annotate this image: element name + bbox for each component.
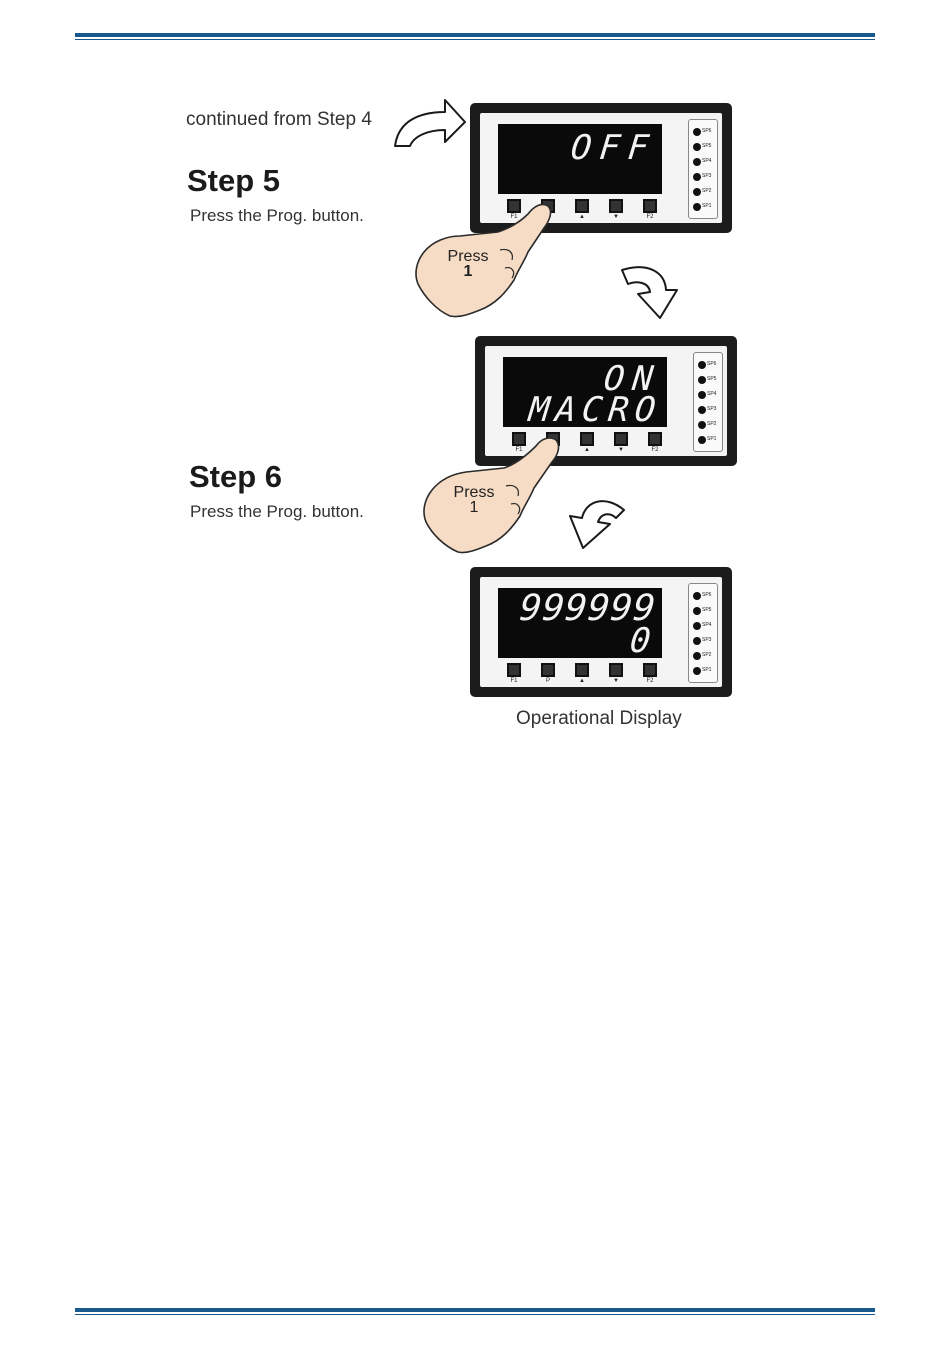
up-button[interactable]: ▲	[580, 432, 594, 455]
led-sp6: SP6	[698, 359, 720, 371]
f1-button[interactable]: F1	[507, 663, 521, 686]
arrow-continued-icon	[395, 100, 465, 146]
down-button[interactable]: ▼	[609, 199, 623, 222]
up-button[interactable]: ▲	[575, 663, 589, 686]
continued-note: continued from Step 4	[186, 109, 372, 130]
display-line-1: 999999	[517, 588, 659, 629]
press-count: 1	[469, 499, 479, 516]
prog-button[interactable]: P	[541, 663, 555, 686]
press-text: Press	[453, 484, 495, 501]
up-button[interactable]: ▲	[575, 199, 589, 222]
operational-display-caption: Operational Display	[516, 708, 682, 729]
led-sp5: SP5	[693, 141, 715, 153]
led-sp1: SP1	[693, 665, 715, 677]
led-sp3: SP3	[693, 171, 715, 183]
display-line-1: OFF	[568, 128, 659, 168]
led-sp6: SP6	[693, 590, 715, 602]
led-sp6: SP6	[693, 126, 715, 138]
led-sp4: SP4	[693, 156, 715, 168]
f1-button[interactable]: F1	[512, 432, 526, 455]
press-text: Press	[447, 248, 489, 265]
led-sp1: SP1	[693, 201, 715, 213]
down-button[interactable]: ▼	[609, 663, 623, 686]
arrow-down-icon	[570, 501, 624, 548]
step-5-instruction: Press the Prog. button.	[190, 206, 364, 225]
led-sp5: SP5	[698, 374, 720, 386]
display-line-2: MACRO	[526, 390, 664, 430]
led-sp2: SP2	[693, 650, 715, 662]
led-sp4: SP4	[693, 620, 715, 632]
display-line-1: ON	[601, 359, 664, 399]
f1-button[interactable]: F1	[507, 199, 521, 222]
display-line-2: 0	[627, 621, 659, 661]
led-sp3: SP3	[698, 404, 720, 416]
led-sp2: SP2	[698, 419, 720, 431]
press-count: 1	[463, 263, 473, 280]
press-label-step-5	[440, 249, 496, 279]
led-sp4: SP4	[698, 389, 720, 401]
f2-button[interactable]: F2	[643, 663, 657, 686]
led-sp2: SP2	[693, 186, 715, 198]
f2-button[interactable]: F2	[648, 432, 662, 455]
led-sp3: SP3	[693, 635, 715, 647]
step-6-title: Step 6	[189, 459, 283, 494]
led-sp1: SP1	[698, 434, 720, 446]
led-sp5: SP5	[693, 605, 715, 617]
down-button[interactable]: ▼	[614, 432, 628, 455]
f2-button[interactable]: F2	[643, 199, 657, 222]
step-5-title: Step 5	[187, 163, 281, 198]
arrow-down-icon	[622, 267, 677, 318]
step-6-instruction: Press the Prog. button.	[190, 502, 364, 521]
press-label-step-6	[446, 485, 502, 515]
